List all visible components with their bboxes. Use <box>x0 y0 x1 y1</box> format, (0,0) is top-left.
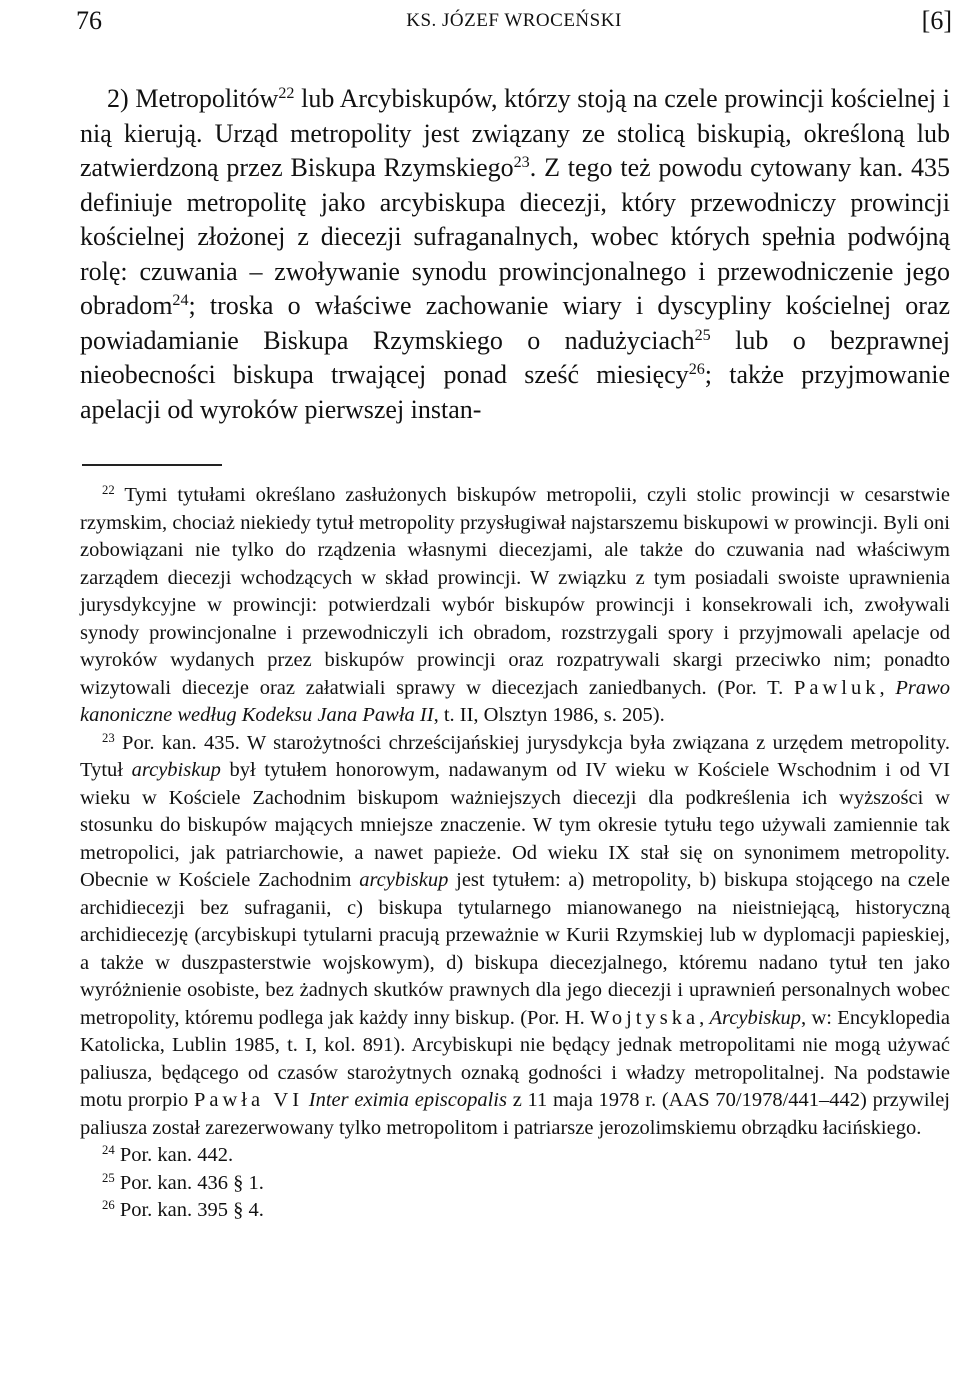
page-header <box>76 6 952 42</box>
footnote-22 <box>80 482 950 730</box>
document-title: Inter eximia episcopalis <box>308 1089 507 1111</box>
footnote-number: 25 <box>102 1170 115 1185</box>
body-text-segment: ; troska o właściwe zachowanie wiary i dyscypliny kościelnej oraz powiadamianie Biskupa Rzymskiego o nadużyciach <box>80 291 950 355</box>
footnote-number: 24 <box>102 1143 115 1158</box>
pope-name: Pawła VI <box>193 1089 304 1111</box>
footnote-number: 22 <box>102 483 115 498</box>
running-title: KS. JÓZEF WROCEŃSKI <box>406 10 622 31</box>
footnote-24 <box>80 1142 950 1170</box>
footnote-23 <box>80 730 950 1143</box>
footnote-text: był tytułem honorowym, nadawanym od IV wieku w Kościele Wschodnim i od VI wieku w Kościele Zachodnim biskupom ważniejszych diecezji dla podkreślenia ich wyższości w stosunku do biskupów mających mniejsze znaczenie. W tym okresie tytułu tego używali zamiennie tak metropolici, jak patriarchowie, a nawet papieże. Od wieku IX stał się on synonimem metropolity. Obecnie w Kościele Zachodnim <box>80 759 950 891</box>
footnote-ref-25: 25 <box>694 326 711 344</box>
footnote-25 <box>80 1170 950 1198</box>
author-name: Wojtyska <box>590 1006 700 1029</box>
term-italic: arcybiskup <box>359 869 449 891</box>
footnote-text: Por. kan. 395 § 4. <box>114 1199 264 1221</box>
footnote-text: Por. kan. 436 § 1. <box>114 1171 264 1194</box>
footnote-ref-22: 22 <box>278 85 295 103</box>
footnote-number: 26 <box>102 1198 115 1213</box>
footnotes <box>80 482 950 1225</box>
paragraph-metropolitans <box>80 82 950 427</box>
footnote-text: jest tytułem: a) metropolity, b) biskupa stojącego na czele archidiecezji bez sufraganii, c) biskupa tytularnego mianowanego na nieistniejącą, historyczną archidiecezję (arcybiskupi tytularni pracują przeważnie w Kurii Rzymskiej lub w dyplomacji papieskiej, a także w duszpasterstwie wojskowym), d) biskupa diecezjalnego, któremu nadano tytuł ten jako wyróżnienie osobiste, bez żadnych skutków prawnych dla jego diecezji i uprawnień personalnych wobec metropolity, któremu podlega jak każdy inny biskup. (Por. H. <box>80 869 950 1029</box>
term-italic: arcybiskup <box>131 759 221 781</box>
footnote-text: , t. II, Olsztyn 1986, s. 205). <box>433 704 665 726</box>
footnote-ref-23: 23 <box>513 154 530 172</box>
section-marker: [6] <box>921 6 952 35</box>
footnote-text: Por. kan. 442. <box>114 1144 234 1166</box>
author-name: Pawluk <box>793 676 880 699</box>
body-text-segment: ; także przyjmowanie apelacji od wyroków pierwszej instan- <box>80 360 950 424</box>
footnote-text: , w: Encyklopedia Katolicka, Lublin 1985, t. I, kol. 891). Arcybiskupi nie będący jednak metropolitami nie mogą używać paliusza, będącego od czasów starożytnych oznaką godności i władzy metropolitalnej. Na podstawie motu prorpio <box>80 1006 951 1111</box>
footnote-text: Por. kan. 435. W starożytności chrześcijańskiej jurysdykcja była związana z urzędem metropolity. Tytuł <box>80 731 950 781</box>
main-text <box>80 82 950 427</box>
book-title: Prawo kanoniczne według Kodeksu Jana Pawła II <box>80 676 951 726</box>
footnote-separator <box>82 464 222 466</box>
footnote-text: , <box>699 1006 710 1029</box>
body-text-segment: lub o bezprawnej nieobecności biskupa trwającej ponad sześć miesięcy <box>80 325 950 389</box>
body-text-segment: . Z tego też powodu cytowany kan. 435 definiuje metropolitę jako arcybiskupa diecezji, który przewodniczy prowincji kościelnej złożonej z diecezji sufraganalnych, wobec których spełnia podwójną rolę: czuwania – zwoływanie synodu prowincjonalnego i przewodniczenie jego obradom <box>80 153 950 320</box>
body-text-segment: 2) Metropolitów <box>107 84 279 113</box>
footnote-ref-24: 24 <box>172 292 189 310</box>
page-number: 76 <box>76 6 102 35</box>
footnote-ref-26: 26 <box>688 361 705 379</box>
body-text-segment: lub Arcybiskupów, którzy stoją na czele prowincji kościelnej i nią kierują. Urząd metropolity jest związany ze stolicą biskupią, określoną lub zatwierdzoną przez Biskupa Rzymskiego <box>80 84 950 182</box>
footnote-number: 23 <box>102 730 115 745</box>
article-title: Arcybiskup <box>709 1006 801 1029</box>
footnote-26 <box>80 1197 950 1225</box>
footnote-text: z 11 maja 1978 r. (AAS 70/1978/441–442) przywilej paliusza został zarezerwowany tylko metropolitom i patriarsze jerozolimskiemu obrządku łacińskiego. <box>80 1089 950 1139</box>
footnote-text: , <box>879 676 896 699</box>
footnote-text: Tymi tytułami określano zasłużonych biskupów metropolii, czyli stolic prowincji w cesarstwie rzymskim, chociaż niekiedy tytuł metropolity przysługiwał najstarszemu biskupowi w prowincji. Byli oni zobowiązani nie tylko do rządzenia własnymi diecezjami, ale także do czuwania nad właściwym zarządem diecezji wchodzących w skład prowincji. W związku z tym posiadali swoiste uprawnienia jurysdykcyjne w prowincji: potwierdzali wybór biskupów prowincji i konsekrowali ich, zwoływali synody prowincjonalne i przewodniczyli ich obradom, rozstrzygali spory i przyjmowali apelacje od wyroków wydanych przez biskupów prowincji oraz rozpatrywali skargi przeciwko nim; ponadto wizytowali diecezje oraz załatwiali sprawy w diecezjach zaniedbanych. (Por. T. <box>80 484 950 699</box>
